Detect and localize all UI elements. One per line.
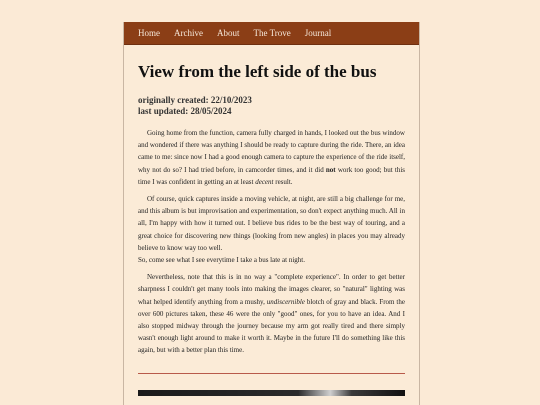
- updated-date: last updated: 28/05/2024: [138, 105, 232, 116]
- paragraph-3: [138, 271, 405, 356]
- nav-the-trove-link[interactable]: The Trove: [253, 28, 291, 38]
- paragraph-1: [138, 127, 405, 188]
- nav-journal-link[interactable]: Journal: [304, 28, 332, 38]
- created-date: originally created: 22/10/2023: [138, 95, 252, 105]
- p1-text-c: result.: [273, 177, 293, 186]
- page-title: View from the left side of the bus: [138, 62, 377, 81]
- paragraph-2: Of course, quick captures inside a moving vehicle, at night, are still a big challenge for me, and this album is but improvisation and experimentation, so don't expect anything much. All in all, I'm happy with how it turned out. I believe bus rides to be the best way of touring, and a great choice for discovering new things (looking from new angles) in places you may already believe to know way too well.: [138, 195, 405, 252]
- article-content: [124, 62, 419, 396]
- article-dates: [138, 95, 405, 116]
- page-container: [123, 22, 420, 405]
- section-divider: [138, 373, 405, 374]
- nav-home-link[interactable]: Home: [138, 28, 160, 38]
- p3-italic: undiscernible: [266, 297, 305, 306]
- nav-about-link[interactable]: About: [217, 28, 240, 38]
- p3-text-a: Nevertheless, note that this is in no way a "complete experience". In order to get better sharpness I couldn't get many tools into making the images clearer, so "natural" lighting was what helped identify anything from a mushy,: [138, 273, 405, 306]
- p1-text-a: Going home from the function, camera fully charged in hands, I looked out the bus window and wondered if there was anything I should be ready to capture during the ride. There, an idea came to me: since now I had a good enough camera to capture the experience of the ride itself, why not do so? I had tried before, in camcorder times, and it did: [138, 129, 405, 174]
- p1-bold: not: [325, 165, 336, 174]
- top-nav: [124, 22, 419, 45]
- nav-archive-link[interactable]: Archive: [174, 28, 203, 38]
- p1-italic: decent: [255, 177, 274, 186]
- album-image-preview[interactable]: [138, 390, 405, 396]
- p1-text-b: work too good; but this time I was confident in getting an at least: [138, 165, 405, 186]
- p3-text-b: blotch of gray and black. From the over 600 pictures taken, these 46 were the only "good" ones, for you to have an idea. And I also stopped midway through the journey because my arm got really tired and there simply wasn't enough light around to make it worth it. Maybe in the future I'll do something like this again, but with a better plan this time.: [138, 297, 405, 355]
- paragraph-2b: So, come see what I see everytime I take a bus late at night.: [138, 256, 305, 265]
